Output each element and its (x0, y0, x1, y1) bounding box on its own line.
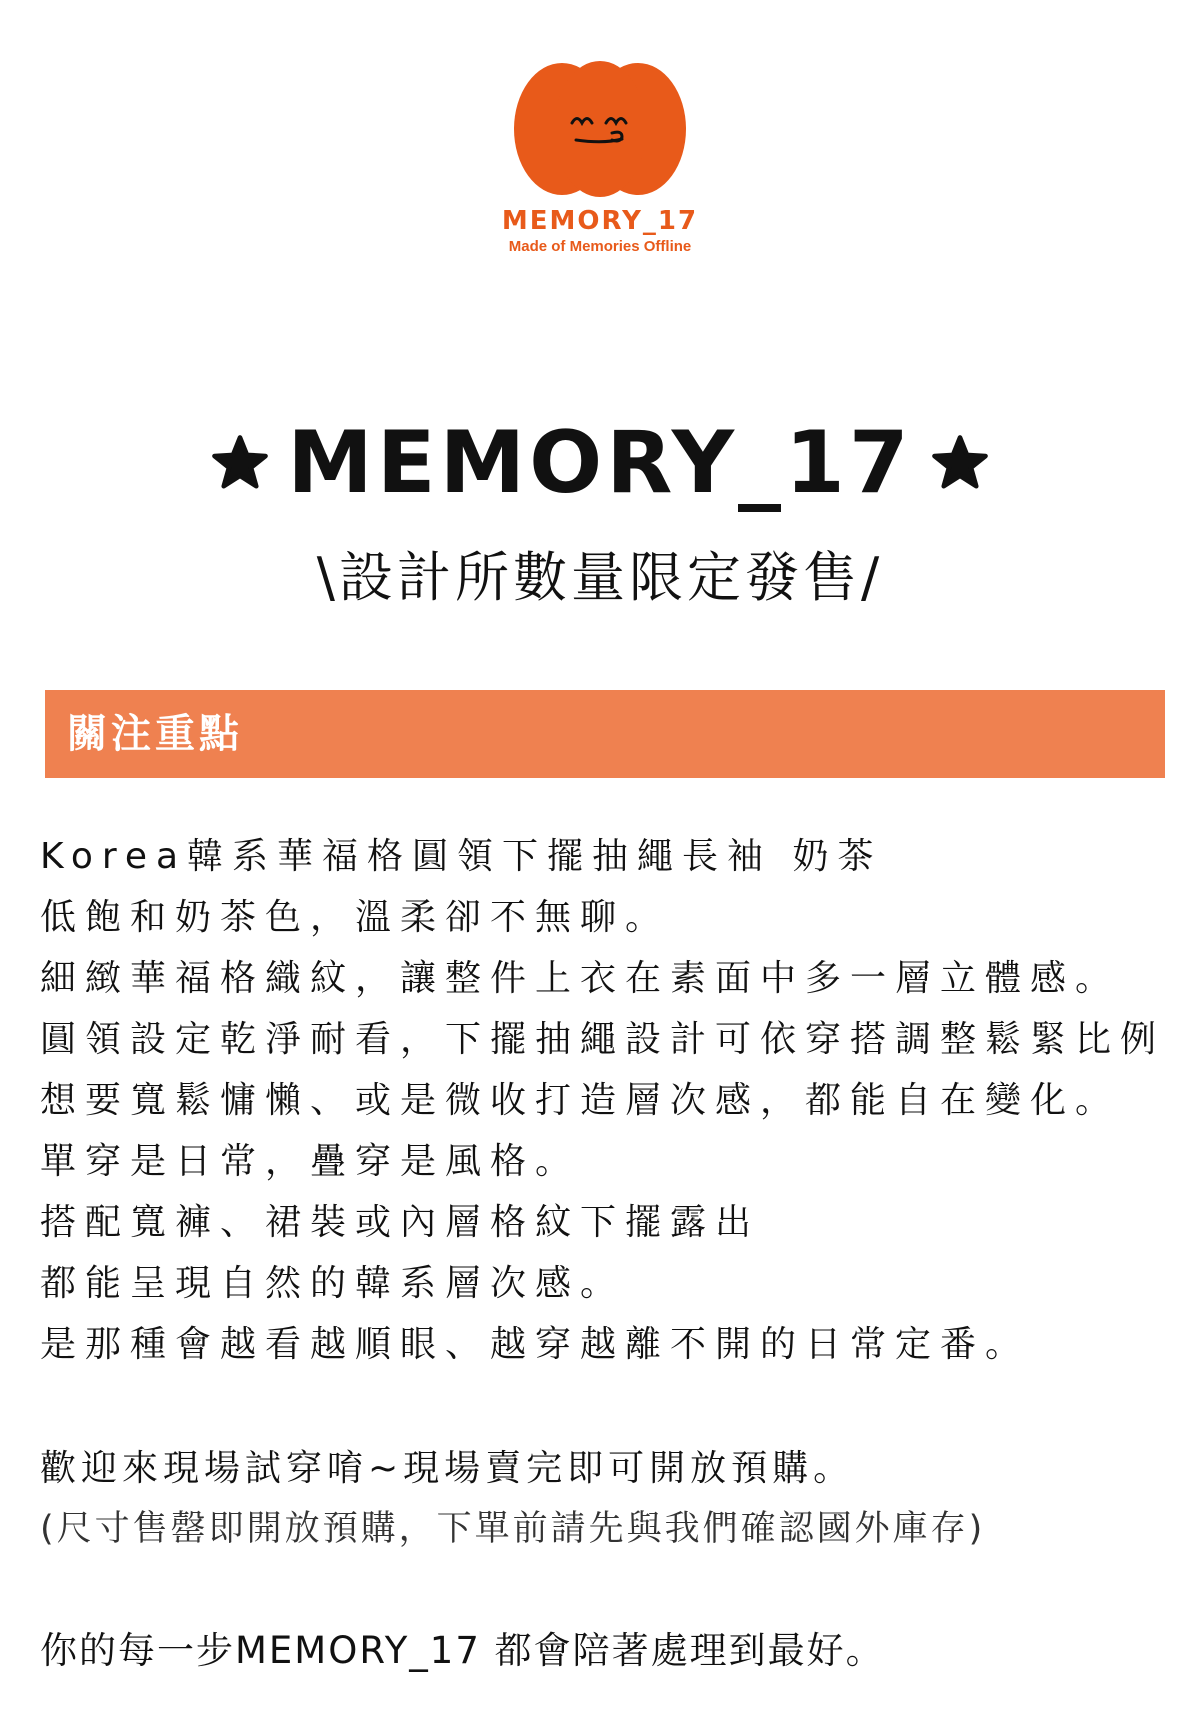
invite-note: 歡迎來現場試穿唷~現場賣完即可開放預購。 (40, 1448, 855, 1489)
product-description (40, 826, 1170, 1375)
section-header-bar (45, 690, 1165, 778)
description-line: 單穿是日常，疊穿是風格。 (40, 1141, 581, 1182)
logo-tagline: Made of Memories Offline (508, 238, 692, 255)
headline (0, 413, 1200, 513)
brand-logo (0, 60, 1200, 255)
logo-mark-icon (510, 60, 690, 198)
star-icon (931, 434, 989, 492)
closing-line: 你的每一步MEMORY_17 都會陪著處理到最好。 (40, 1629, 885, 1672)
description-line: 想要寬鬆慵懶、或是微收打造層次感，都能自在變化。 (40, 1080, 1121, 1121)
star-icon (211, 434, 269, 492)
description-line: 是那種會越看越順眼、越穿越離不開的日常定番。 (40, 1324, 1031, 1365)
logo-wordmark: MEMORY_17 (501, 206, 699, 236)
store-notes (40, 1438, 1170, 1560)
page-subtitle: \設計所數量限定發售/ (316, 546, 884, 609)
page-title: MEMORY_17 (287, 413, 913, 513)
section-title: 關注重點 (67, 711, 243, 757)
description-line: 都能呈現自然的韓系層次感。 (40, 1263, 626, 1304)
preorder-note: (尺寸售罄即開放預購，下單前請先與我們確認國外庫存) (40, 1509, 986, 1549)
description-line: 細緻華福格織紋，讓整件上衣在素面中多一層立體感。 (40, 958, 1121, 999)
description-line: 搭配寬褲、裙裝或內層格紋下擺露出 (40, 1202, 761, 1243)
description-line: 圓領設定乾淨耐看，下擺抽繩設計可依穿搭調整鬆緊比例 (40, 1019, 1166, 1060)
description-line: Korea韓系華福格圓領下擺抽繩長袖 奶茶 (40, 836, 883, 877)
description-line: 低飽和奶茶色，溫柔卻不無聊。 (40, 897, 671, 938)
